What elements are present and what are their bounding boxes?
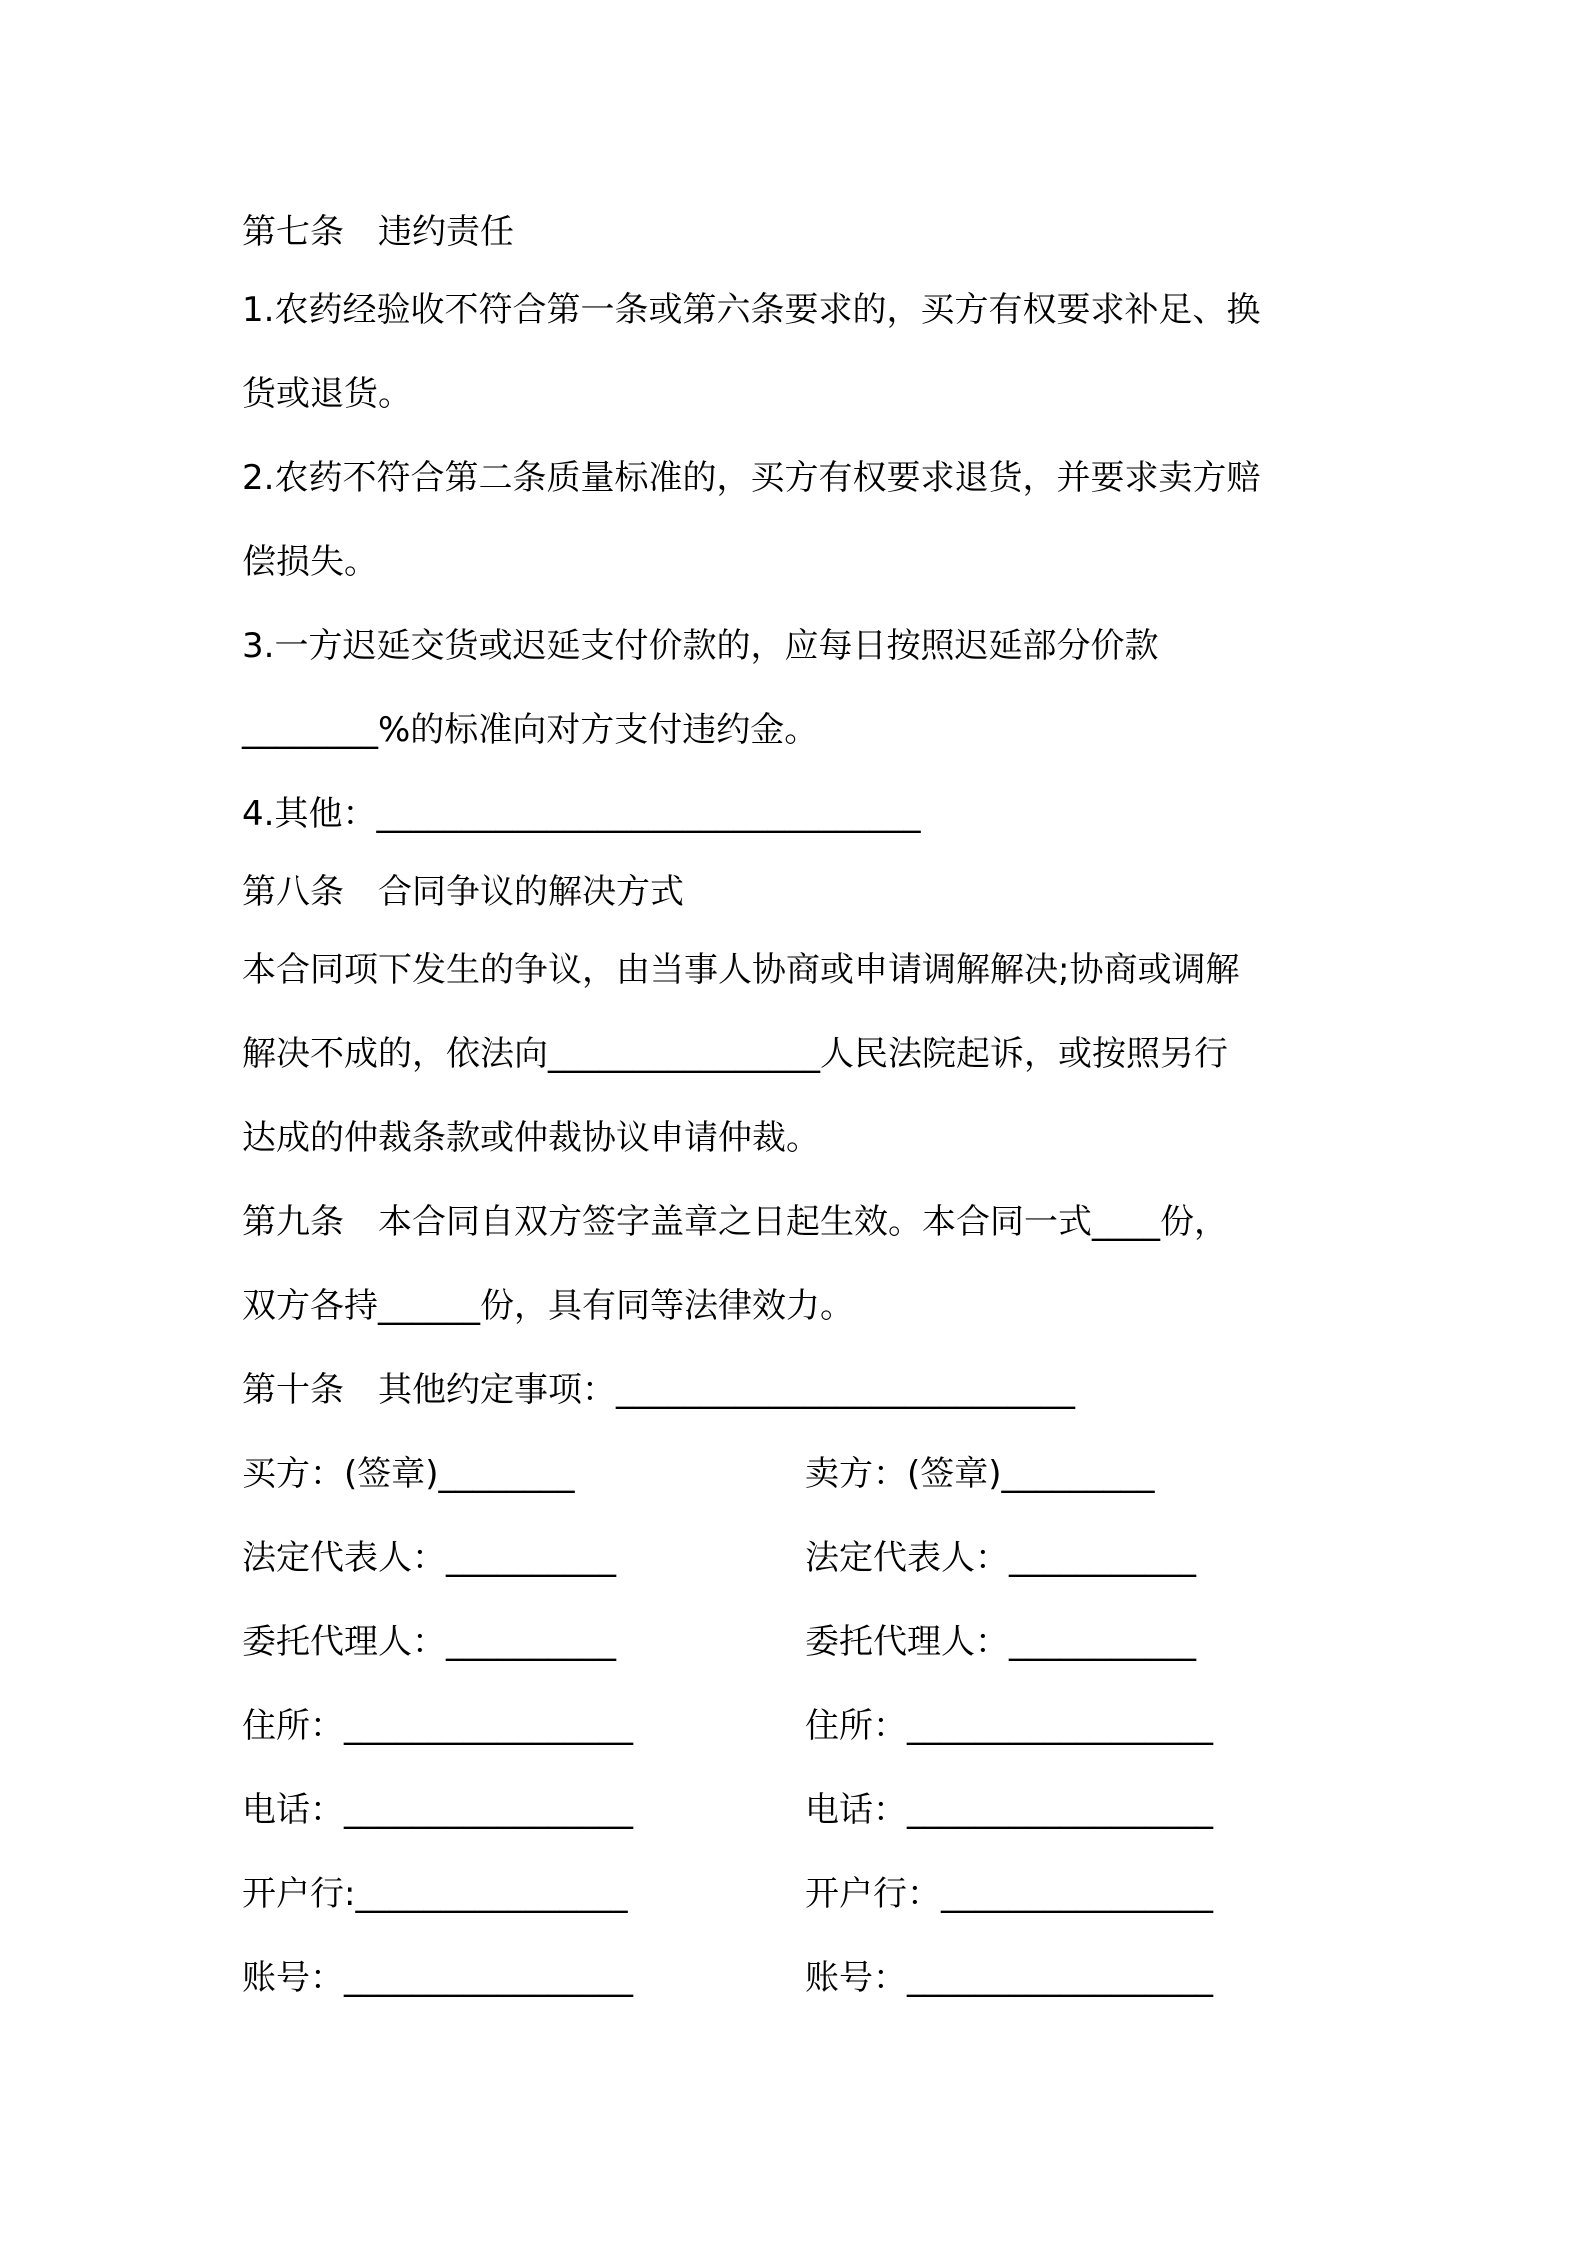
seller-agent-field: 委托代理人：___________ [805, 1622, 1196, 1662]
article-7 [242, 202, 1372, 862]
signature-row-bank [242, 1864, 1372, 1948]
article-8-heading: 第八条 合同争议的解决方式 [242, 872, 684, 912]
article-7-item-1-line-1: 1.农药经验收不符合第一条或第六条要求的，买方有权要求补足、换 [242, 290, 1261, 330]
article-8-line-1: 本合同项下发生的争议，由当事人协商或申请调解解决;协商或调解 [242, 950, 1240, 990]
signature-block [242, 1444, 1372, 2032]
article-7-item-2-line-2: 偿损失。 [242, 542, 378, 582]
signature-row-address [242, 1696, 1372, 1780]
signature-row-account [242, 1948, 1372, 2032]
signature-row-agent [242, 1612, 1372, 1696]
seller-phone-field: 电话：__________________ [805, 1790, 1213, 1830]
seller-address-field: 住所：__________________ [805, 1706, 1213, 1746]
buyer-bank-field: 开户行:________________ [242, 1874, 628, 1914]
seller-bank-field: 开户行：________________ [805, 1874, 1213, 1914]
buyer-account-field: 账号：_________________ [242, 1958, 633, 1998]
contract-body [242, 202, 1372, 2032]
article-10 [242, 1360, 1372, 1444]
article-9-line-1: 第九条 本合同自双方签字盖章之日起生效。本合同一式____份， [242, 1202, 1228, 1242]
article-8-line-2: 解决不成的，依法向________________人民法院起诉，或按照另行 [242, 1034, 1228, 1074]
buyer-seal-field: 买方：(签章)________ [242, 1454, 575, 1494]
article-7-item-3-line-1: 3.一方迟延交货或迟延支付价款的，应每日按照迟延部分价款 [242, 626, 1159, 666]
article-9-line-2: 双方各持______份，具有同等法律效力。 [242, 1286, 854, 1326]
signature-row-seal [242, 1444, 1372, 1528]
buyer-agent-field: 委托代理人：__________ [242, 1622, 616, 1662]
article-7-item-4: 4.其他：________________________________ [242, 794, 921, 834]
article-8-line-3: 达成的仲裁条款或仲裁协议申请仲裁。 [242, 1118, 820, 1158]
article-7-item-3-line-2: ________%的标准向对方支付违约金。 [242, 710, 819, 750]
signature-row-legal-representative [242, 1528, 1372, 1612]
article-7-item-1-line-2: 货或退货。 [242, 374, 412, 414]
article-9 [242, 1192, 1372, 1360]
buyer-legal-representative-field: 法定代表人：__________ [242, 1538, 616, 1578]
article-8 [242, 862, 1372, 1192]
article-7-item-2-line-1: 2.农药不符合第二条质量标准的，买方有权要求退货，并要求卖方赔 [242, 458, 1261, 498]
article-7-heading: 第七条 违约责任 [242, 212, 514, 252]
buyer-address-field: 住所：_________________ [242, 1706, 633, 1746]
buyer-phone-field: 电话：_________________ [242, 1790, 633, 1830]
seller-account-field: 账号：__________________ [805, 1958, 1213, 1998]
signature-row-phone [242, 1780, 1372, 1864]
article-10-line: 第十条 其他约定事项：___________________________ [242, 1370, 1075, 1410]
seller-seal-field: 卖方：(签章)_________ [805, 1454, 1155, 1494]
seller-legal-representative-field: 法定代表人：___________ [805, 1538, 1196, 1578]
